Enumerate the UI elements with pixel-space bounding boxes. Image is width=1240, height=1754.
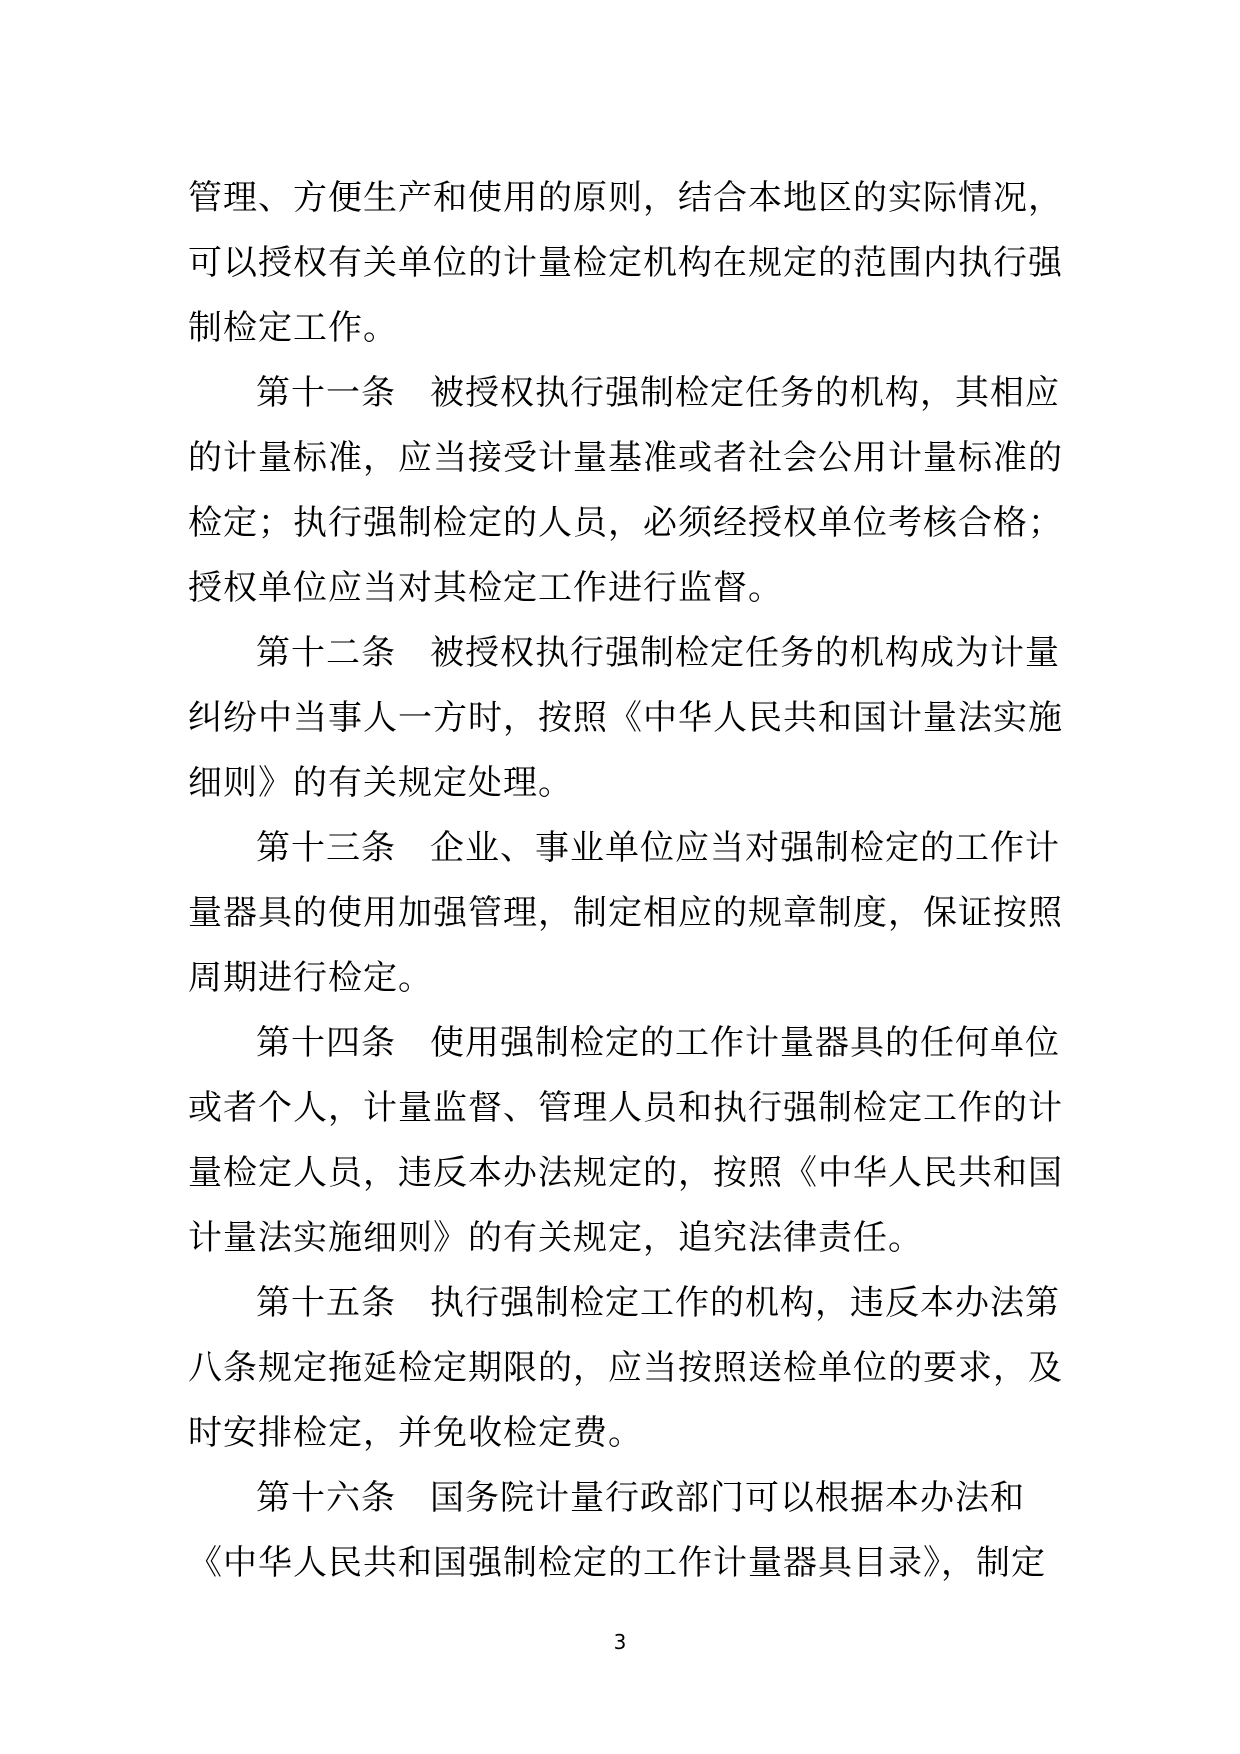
article-14 bbox=[188, 1011, 1063, 1271]
text-line bbox=[188, 361, 1060, 426]
text-line: 量检定人员，违反本办法规定的，按照《中华人民共和国 bbox=[188, 1153, 1063, 1193]
text-line: 周期进行检定。 bbox=[188, 958, 433, 998]
text-line: 时安排检定，并免收检定费。 bbox=[188, 1413, 643, 1453]
page-number: 3 bbox=[613, 1630, 627, 1654]
paragraph-continuation bbox=[188, 166, 1063, 361]
article-text: 执行强制检定工作的机构，违反本办法第 bbox=[430, 1283, 1060, 1323]
text-line: 或者个人，计量监督、管理人员和执行强制检定工作的计 bbox=[188, 1088, 1063, 1128]
article-11 bbox=[188, 361, 1063, 621]
text-line: 的计量标准，应当接受计量基准或者社会公用计量标准的 bbox=[188, 438, 1063, 478]
text-line bbox=[188, 621, 1060, 686]
article-text: 国务院计量行政部门可以根据本办法和 bbox=[430, 1478, 1025, 1518]
article-13 bbox=[188, 816, 1063, 1011]
text-line bbox=[188, 1271, 1060, 1336]
text-line bbox=[188, 1011, 1060, 1076]
article-16 bbox=[188, 1466, 1060, 1596]
text-line: 授权单位应当对其检定工作进行监督。 bbox=[188, 568, 783, 608]
article-number: 第十二条 bbox=[256, 633, 396, 673]
text-line bbox=[188, 1466, 1060, 1531]
text-line: 量器具的使用加强管理，制定相应的规章制度，保证按照 bbox=[188, 893, 1063, 933]
text-line: 细则》的有关规定处理。 bbox=[188, 763, 573, 803]
text-line: 八条规定拖延检定期限的，应当按照送检单位的要求，及 bbox=[188, 1348, 1063, 1388]
article-number: 第十四条 bbox=[256, 1023, 396, 1063]
text-line: 制检定工作。 bbox=[188, 308, 398, 348]
article-number: 第十一条 bbox=[256, 373, 396, 413]
text-line: 可以授权有关单位的计量检定机构在规定的范围内执行强 bbox=[188, 243, 1063, 283]
article-number: 第十三条 bbox=[256, 828, 396, 868]
article-text: 企业、事业单位应当对强制检定的工作计 bbox=[430, 828, 1060, 868]
text-line: 检定；执行强制检定的人员，必须经授权单位考核合格； bbox=[188, 503, 1063, 543]
text-line: 纠纷中当事人一方时，按照《中华人民共和国计量法实施 bbox=[188, 698, 1063, 738]
article-12 bbox=[188, 621, 1063, 816]
article-text: 被授权执行强制检定任务的机构，其相应 bbox=[430, 373, 1060, 413]
article-text: 被授权执行强制检定任务的机构成为计量 bbox=[430, 633, 1060, 673]
document-body bbox=[188, 166, 1063, 1596]
article-number: 第十五条 bbox=[256, 1283, 396, 1323]
text-line bbox=[188, 816, 1060, 881]
article-text: 使用强制检定的工作计量器具的任何单位 bbox=[430, 1023, 1060, 1063]
text-line: 管理、方便生产和使用的原则，结合本地区的实际情况， bbox=[188, 178, 1063, 218]
article-15 bbox=[188, 1271, 1063, 1466]
text-line: 《中华人民共和国强制检定的工作计量器具目录》，制定 bbox=[188, 1543, 1046, 1583]
text-line: 计量法实施细则》的有关规定，追究法律责任。 bbox=[188, 1218, 923, 1258]
article-number: 第十六条 bbox=[256, 1478, 396, 1518]
